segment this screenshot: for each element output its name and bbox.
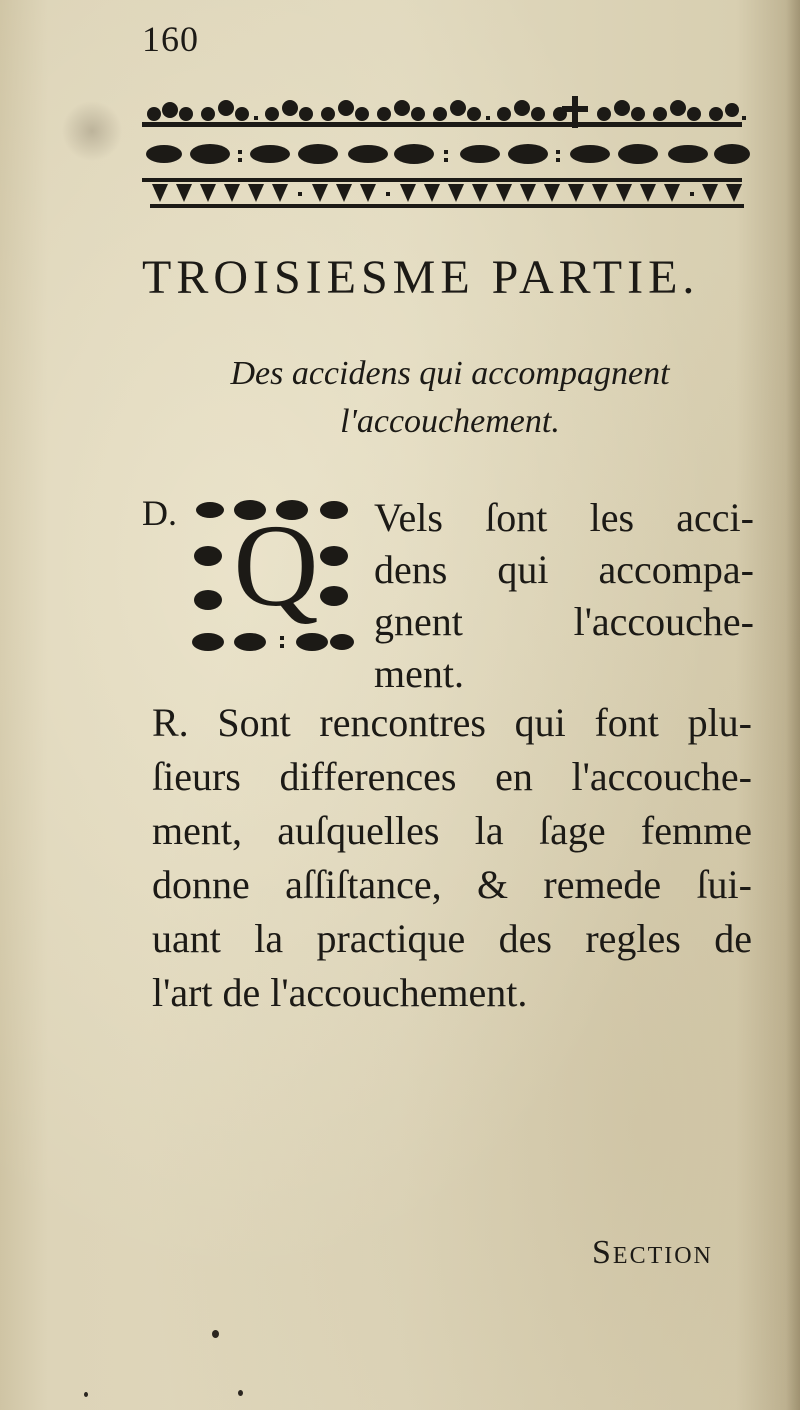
answer-line: uant la practique des regles de bbox=[152, 916, 752, 961]
question-label: D. bbox=[142, 493, 177, 533]
question-line: dens qui accompa- bbox=[374, 547, 754, 592]
ink-speck bbox=[212, 1330, 219, 1338]
answer-line: ſieurs differences en l'accouche- bbox=[152, 754, 752, 799]
chapter-subtitle bbox=[150, 350, 750, 446]
fleuron-band-icon bbox=[142, 92, 752, 222]
question-text bbox=[374, 492, 754, 700]
question-line: gnent l'accouche- bbox=[374, 599, 754, 644]
part-title: TROISIESME PARTIE. bbox=[142, 251, 700, 304]
answer-line: donne aſſiſtance, & remede ſui- bbox=[152, 862, 752, 907]
catchword: Section bbox=[592, 1234, 713, 1271]
page-edge-shadow bbox=[786, 0, 800, 1410]
answer-text bbox=[152, 696, 752, 1020]
ink-speck bbox=[238, 1390, 243, 1396]
question-line: Vels ſont les acci- bbox=[374, 495, 754, 540]
ink-smudge bbox=[62, 100, 122, 162]
answer-line: R. Sont rencontres qui font plu- bbox=[152, 700, 752, 745]
answer-line: ment, auſquelles la ſage femme bbox=[152, 808, 752, 853]
answer-line: l'art de l'accouchement. bbox=[152, 970, 528, 1015]
subtitle-line: Des accidens qui accompagnent bbox=[230, 355, 670, 392]
page-number: 160 bbox=[142, 19, 199, 59]
question-line: ment. bbox=[374, 651, 464, 696]
subtitle-line: l'accouchement. bbox=[340, 403, 560, 440]
drop-cap: Q bbox=[233, 500, 319, 631]
ink-speck bbox=[84, 1392, 88, 1397]
